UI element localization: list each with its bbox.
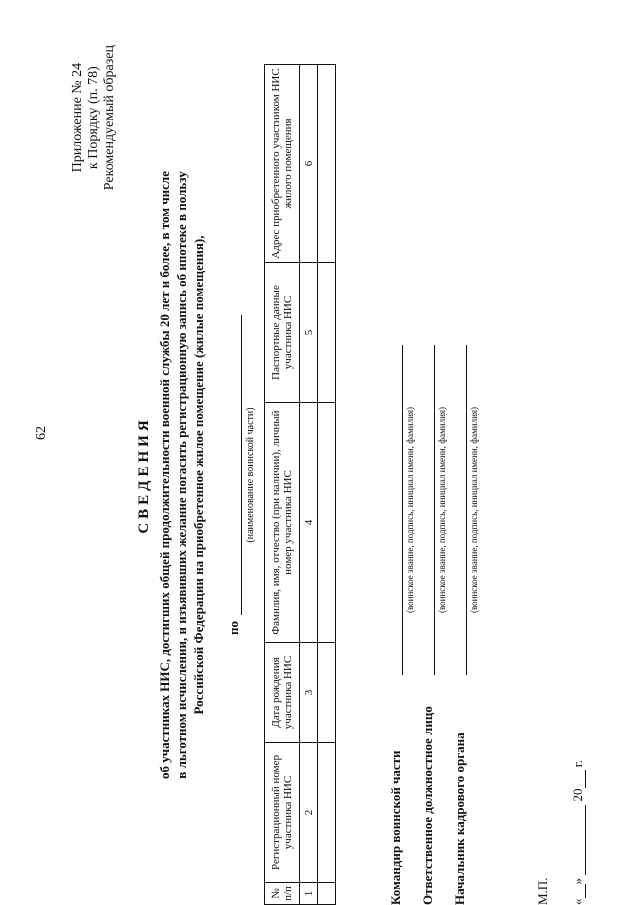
- column-number: 3: [300, 643, 318, 743]
- signature-hr-head: [452, 345, 488, 905]
- unit-name-blank: [229, 315, 242, 615]
- header-cell: Регистрационный номер участника НИС: [265, 743, 300, 883]
- signature-caption: (воинское звание, подпись, инициал имени, фамилия): [405, 406, 415, 614]
- document-title: СВЕДЕНИЯ: [136, 416, 152, 534]
- signature-commander: [388, 345, 424, 905]
- appendix-line: Приложение № 24: [70, 62, 85, 173]
- date-open-quote: «: [570, 898, 585, 905]
- subtitle-line: об участниках НИС, достигших общей продолжительности военной службы 20 лет и более, в том числе: [157, 170, 172, 780]
- year-prefix: 20: [570, 788, 585, 802]
- unit-name-caption: (наименование воинской части): [245, 407, 256, 543]
- day-blank: [573, 885, 586, 899]
- date-line: [570, 760, 586, 905]
- participants-table: [264, 64, 336, 905]
- signature-label: Ответственное должностное лицо: [420, 706, 435, 905]
- column-number: 1: [300, 883, 318, 905]
- appendix-line: к Порядку (п. 78): [86, 66, 101, 170]
- header-cell: Дата рождения участника НИС: [265, 643, 300, 743]
- signature-caption: (воинское звание, подпись, инициал имени, фамилия): [469, 406, 479, 614]
- appendix-line: Рекомендуемый образец: [102, 45, 117, 191]
- year-suffix: г.: [570, 760, 585, 768]
- table-row: [300, 65, 318, 905]
- table-cell: [318, 403, 336, 643]
- signature-line: [466, 345, 467, 675]
- table-cell: [318, 643, 336, 743]
- column-number: 2: [300, 743, 318, 883]
- table-row: [318, 65, 336, 905]
- unit-line: [226, 45, 242, 905]
- column-number: 5: [300, 263, 318, 403]
- table-cell: [318, 65, 336, 263]
- signature-label: Командир воинской части: [388, 750, 403, 905]
- signature-line: [402, 345, 403, 675]
- date-close-quote: »: [570, 878, 585, 885]
- table-cell: [318, 883, 336, 905]
- appendix-block: [70, 45, 118, 190]
- page-number: 62: [34, 426, 49, 440]
- stamp-place: М.П.: [535, 877, 550, 905]
- header-cell: Фамилия, имя, отчество (при наличии), личный номер участника НИС: [265, 403, 300, 643]
- po-label: по: [226, 621, 241, 635]
- header-cell: Адрес приобретенного участником НИС жилого помещения: [265, 65, 300, 263]
- column-number: 4: [300, 403, 318, 643]
- signature-caption: (воинское звание, подпись, инициал имени, фамилия): [437, 406, 447, 614]
- signature-label: Начальник кадрового органа: [452, 732, 467, 905]
- table-cell: [318, 743, 336, 883]
- rotated-document: [70, 45, 610, 905]
- table-header-row: [265, 65, 300, 905]
- subtitle-line: в льготном исчислении, и изъявивших желание погасить регистрационную запись об ипотеке в пользу: [174, 171, 189, 779]
- header-cell: Паспортные данные участника НИС: [265, 263, 300, 403]
- header-cell: № п/п: [265, 883, 300, 905]
- table-cell: [318, 263, 336, 403]
- signature-responsible-officer: [420, 345, 456, 905]
- month-blank: [573, 805, 586, 875]
- signature-line: [434, 345, 435, 675]
- column-number: 6: [300, 65, 318, 263]
- document-subtitle: [156, 45, 207, 905]
- year-blank: [573, 771, 586, 789]
- subtitle-line: Российской Федерации на приобретенное жилое помещение (жилые помещения),: [191, 235, 206, 715]
